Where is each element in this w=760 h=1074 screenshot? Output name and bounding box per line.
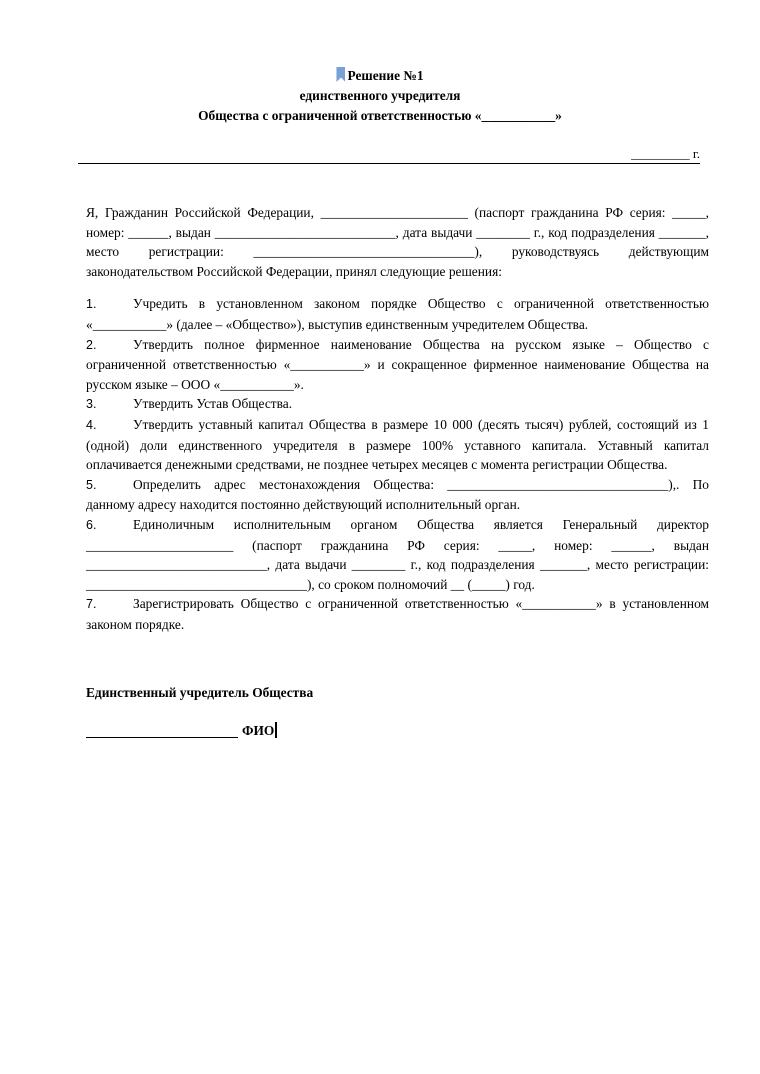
- title-line-2: единственного учредителя: [299, 88, 461, 103]
- list-item[interactable]: [86, 475, 709, 515]
- signature-label: Единственный учредитель Общества: [86, 685, 314, 700]
- list-item[interactable]: [86, 515, 709, 594]
- item-text: Зарегистрировать Общество с ограниченной ответственностью «___________» в установленном законом порядке.: [86, 596, 709, 632]
- list-item[interactable]: [86, 415, 709, 475]
- date-divider: [78, 163, 700, 164]
- title-line-1: Решение №1: [0, 66, 760, 86]
- text-cursor: [275, 722, 277, 738]
- item-number: 4.: [86, 417, 97, 432]
- title-line-3: Общества с ограниченной ответственностью «___________»: [198, 108, 562, 123]
- document-title: [0, 66, 760, 126]
- list-item[interactable]: [86, 294, 709, 334]
- item-number: 1.: [86, 297, 97, 312]
- item-number: 5.: [86, 477, 97, 492]
- list-item[interactable]: [86, 594, 709, 634]
- item-text: Определить адрес местонахождения Общества: _________________________________),. По данному адресу находится постоянно действующий исполнительный орган.: [86, 476, 709, 513]
- item-number: 6.: [86, 517, 97, 532]
- item-text: Утвердить уставный капитал Общества в размере 10 000 (десять тысяч) рублей, состоящий из 1 (одной) доли единственного учредителя в размере 100% уставного капитала. Уставный капитал оплачивается денежными средствами, не позднее четырех месяцев с момента регистрации Общества.: [86, 416, 709, 473]
- signature-line[interactable]: [86, 722, 277, 739]
- signature-name: ФИО: [242, 723, 275, 738]
- item-text: Утвердить Устав Общества.: [133, 396, 293, 412]
- item-text: Учредить в установленном законом порядке Общество с ограниченной ответственностью «___________» (далее – «Общество»), выступив единственным учредителем Общества.: [86, 296, 709, 332]
- item-text: Утвердить полное фирменное наименование Общества на русском языке – Общество с ограниченной ответственностью «___________» и сокращенное фирменное наименование Общества на русском языке – ООО «___________».: [86, 336, 709, 392]
- item-number: 3.: [86, 397, 97, 412]
- document-body: [86, 203, 709, 634]
- item-text: Единоличным исполнительным органом Общества является Генеральный директор ______________________ (паспорт гражданина РФ серия: _____, номер: ______, выдан ___________________________, дата выдачи ________ г., код подразделения _______, место регистрации: _________________________________), со сроком полномочий __ (_____) год.: [86, 516, 709, 592]
- list-item[interactable]: [86, 335, 709, 395]
- list-item[interactable]: [86, 394, 709, 415]
- date-field[interactable]: _________ г.: [631, 146, 700, 161]
- item-number: 7.: [86, 597, 97, 612]
- intro-paragraph[interactable]: Я, Гражданин Российской Федерации, ______________________ (паспорт гражданина РФ серия: _____, номер: ______, выдан ___________________________, дата выдачи ________ г., код подразделения _______, место регистрации: _________________________________), руководствуясь действующим законодательством Российской Федерации, принял следующие решения:: [86, 205, 709, 279]
- item-number: 2.: [86, 337, 97, 352]
- signature-blank[interactable]: [86, 722, 238, 738]
- bookmark-icon: [336, 67, 345, 82]
